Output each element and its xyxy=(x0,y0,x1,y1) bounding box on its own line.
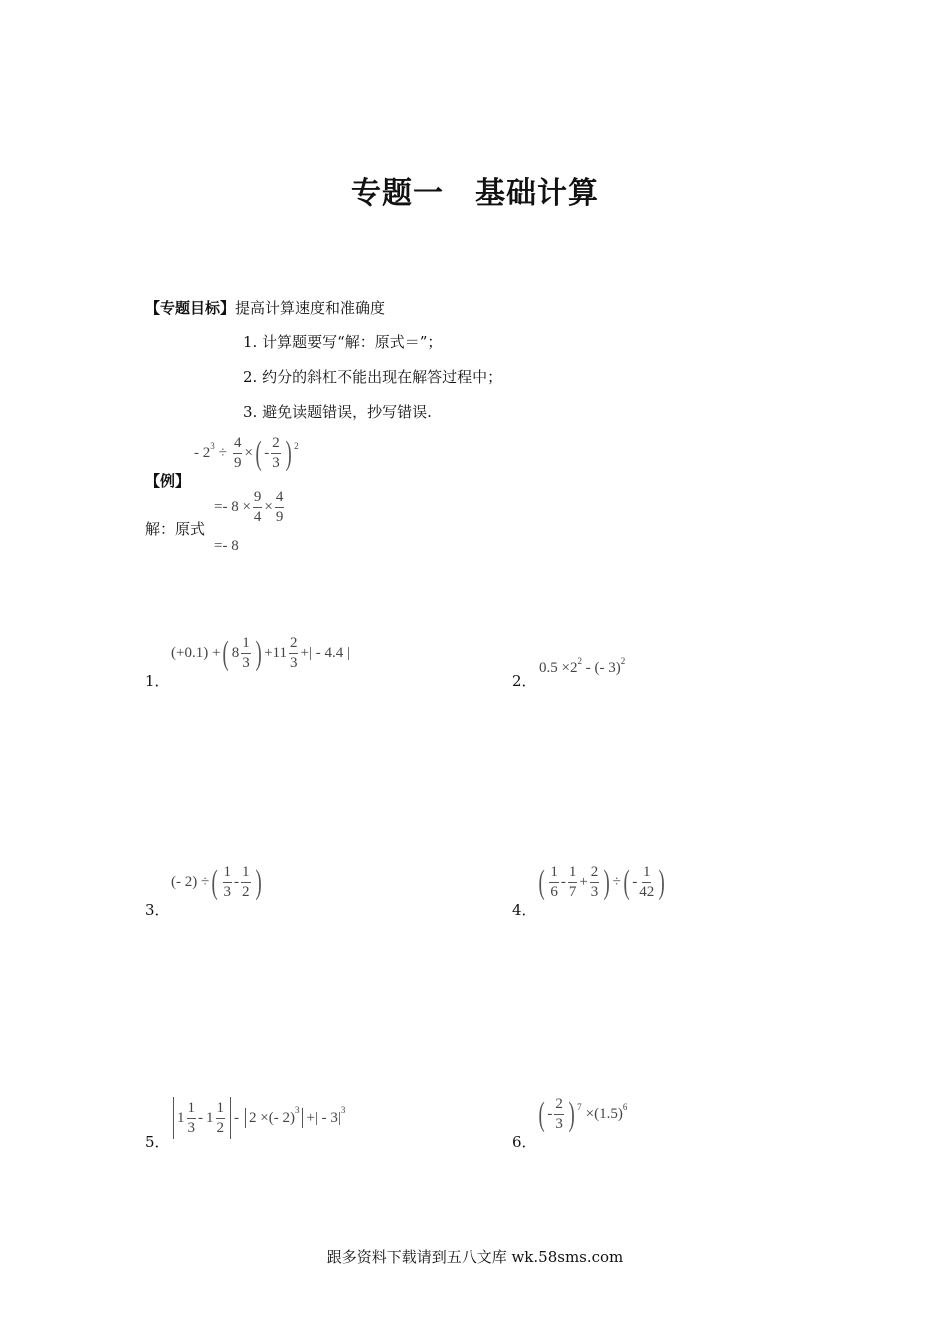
problem-3-expression: (- 2) ÷ ( $\frac{1}{3}$ - $\frac{1}{2}$ ) xyxy=(171,863,262,901)
footer-text: 跟多资料下载请到五八文库 wk.58sms.com xyxy=(326,1248,624,1266)
problem-2-number: 2． xyxy=(512,672,537,690)
goal-item-1: 1. 计算题要写“解：原式＝”； xyxy=(243,333,443,351)
goal-text: 提高计算速度和准确度 xyxy=(235,299,386,317)
problem-5-expression: 1 $\frac{1}{3}$ - 1 $\frac{1}{2}$ - 2 ×(- 2) $^3$ +| - 3| $^3$ xyxy=(170,1097,345,1139)
problem-6-number: 6． xyxy=(512,1133,537,1151)
problem-4-number: 4． xyxy=(512,901,537,919)
problem-6-expression: ( - $\frac{2}{3}$ ) $^7$ ×(1.5) $^6$ xyxy=(538,1095,628,1133)
solution-step-2: =- 8 xyxy=(214,538,239,554)
problem-4-expression: ( $\frac{1}{6}$ - $\frac{1}{7}$ + $\frac{2}{3}$ ) ÷ ( - $\frac{1}{42}$ ) xyxy=(538,863,665,901)
example-expression: - 2 $^3$ ÷ $\frac{4}{9}$ × ( - $\frac{2}{3}$ ) $^2$ xyxy=(194,434,299,472)
page-title: 专题一 基础计算 xyxy=(351,176,599,211)
goal-item-2: 2. 约分的斜杠不能出现在解答过程中； xyxy=(243,368,503,386)
example-label: 【例】 xyxy=(145,472,191,490)
goal-item-3: 3. 避免读题错误，抄写错误. xyxy=(243,403,432,421)
solution-label: 解：原式 xyxy=(145,520,206,538)
goal-label: 【专题目标】 xyxy=(145,299,236,317)
problem-2-expression: 0.5 ×2 $^2$ - (- 3) $^2$ xyxy=(539,655,626,676)
problem-5-number: 5． xyxy=(145,1133,170,1151)
problem-1-expression: (+0.1) + ( 8 $\frac{1}{3}$ ) +11 $\frac{2}{3}$ +| - 4.4 | xyxy=(171,634,350,672)
problem-1-number: 1． xyxy=(145,672,170,690)
goal-line xyxy=(145,297,385,318)
solution-step-1: =- 8 × $\frac{9}{4}$ × $\frac{4}{9}$ xyxy=(214,489,284,525)
problem-3-number: 3． xyxy=(145,901,170,919)
